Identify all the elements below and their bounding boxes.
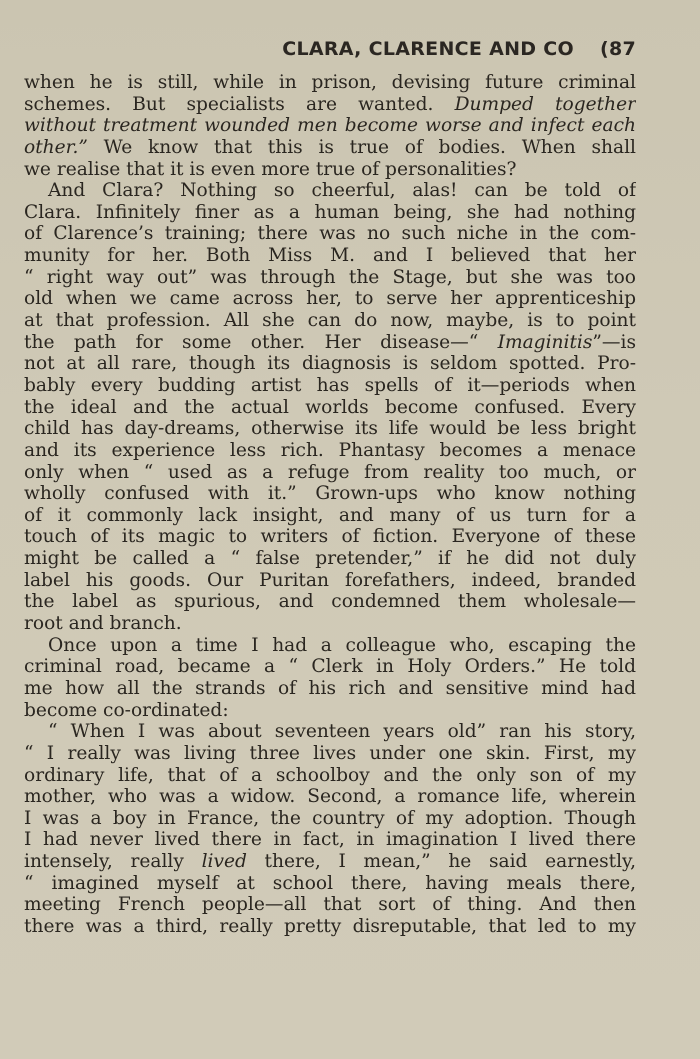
line-text: intensely, really xyxy=(24,851,202,873)
text-line xyxy=(24,743,636,765)
text-line xyxy=(24,159,636,181)
text-line xyxy=(24,288,636,310)
line-text: And Clara? Nothing so cheerful, alas! can be told of xyxy=(48,180,636,202)
line-text: “ When I was about seventeen years old” ran his story, xyxy=(48,721,636,743)
text-line xyxy=(24,526,636,548)
text-line xyxy=(24,72,636,94)
text-line xyxy=(24,591,636,613)
text-line xyxy=(24,332,636,354)
text-line xyxy=(24,223,636,245)
line-text: Clara. Infinitely finer as a human being, she had nothing xyxy=(24,201,636,223)
text-line xyxy=(24,570,636,592)
text-line xyxy=(24,721,636,743)
line-text: We know that this is true of bodies. When shall xyxy=(87,136,636,158)
line-text: when he is still, while in prison, devising future criminal xyxy=(24,72,636,93)
text-line xyxy=(24,418,636,440)
line-text: schemes. But specialists are wanted. xyxy=(24,93,455,115)
line-text: me how all the strands of his rich and sensitive mind had xyxy=(24,677,636,699)
body-text xyxy=(24,72,636,938)
text-line xyxy=(24,613,636,635)
text-line xyxy=(24,894,636,916)
text-line xyxy=(24,678,636,700)
line-text: label his goods. Our Puritan forefathers, indeed, branded xyxy=(24,569,636,591)
text-line xyxy=(24,440,636,462)
line-text: the label as spurious, and condemned them wholesale— xyxy=(24,591,636,613)
line-text: criminal road, became a “ Clerk in Holy Orders.” He told xyxy=(24,656,636,678)
line-text: “ I really was living three lives under one skin. First, my xyxy=(24,742,636,764)
text-line xyxy=(24,310,636,332)
line-text: bably every budding artist has spells of it—periods when xyxy=(24,374,636,396)
line-text: of Clarence’s training; there was no such niche in the com- xyxy=(24,223,636,245)
line-text: at that profession. All she can do now, maybe, is to point xyxy=(24,310,636,332)
text-line xyxy=(24,267,636,289)
line-text: wholly confused with it.” Grown-ups who know nothing xyxy=(24,483,636,505)
page-header xyxy=(24,38,636,64)
line-text: old when we came across her, to serve her apprenticeship xyxy=(24,288,636,310)
italic-text: without treatment wounded men become worse and infect each xyxy=(24,115,636,137)
italic-text: lived xyxy=(201,851,247,873)
line-text: ordinary life, that of a schoolboy and the only son of my xyxy=(24,764,636,786)
text-line xyxy=(24,462,636,484)
line-text: child has day-dreams, otherwise its life would be less bright xyxy=(24,418,636,440)
text-line xyxy=(24,635,636,657)
text-line xyxy=(24,137,636,159)
text-line xyxy=(24,397,636,419)
text-line xyxy=(24,180,636,202)
line-text: “ right way out” was through the Stage, but she was too xyxy=(24,266,636,288)
text-line xyxy=(24,505,636,527)
line-text: we realise that it is even more true of personalities? xyxy=(24,158,517,180)
line-text: I had never lived there in fact, in imagination I lived there xyxy=(24,829,636,851)
page-number: (87 xyxy=(599,38,636,60)
line-text: only when “ used as a refuge from reality too much, or xyxy=(24,461,636,483)
text-line xyxy=(24,375,636,397)
line-text: Once upon a time I had a colleague who, escaping the xyxy=(48,634,636,656)
text-line xyxy=(24,483,636,505)
running-head: CLARA, CLARENCE AND CO xyxy=(282,38,574,60)
text-line xyxy=(24,548,636,570)
line-text: not at all rare, though its diagnosis is seldom spotted. Pro- xyxy=(24,353,636,375)
line-text: mother, who was a widow. Second, a romance life, wherein xyxy=(24,786,636,808)
line-text: root and branch. xyxy=(24,613,182,635)
text-line xyxy=(24,115,636,137)
line-text: the ideal and the actual worlds become confused. Every xyxy=(24,396,636,418)
line-text: might be called a “ false pretender,” if he did not duly xyxy=(24,548,636,570)
text-line xyxy=(24,851,636,873)
line-text: there, I mean,” he said earnestly, xyxy=(246,851,636,873)
line-text: and its experience less rich. Phantasy becomes a menace xyxy=(24,439,636,461)
italic-text: Imaginitis xyxy=(497,331,593,353)
text-line xyxy=(24,700,636,722)
line-text: I was a boy in France, the country of my adoption. Though xyxy=(24,807,636,829)
text-line xyxy=(24,656,636,678)
line-text: meeting French people—all that sort of thing. And then xyxy=(24,894,636,916)
text-line xyxy=(24,245,636,267)
line-text: munity for her. Both Miss M. and I believed that her xyxy=(24,245,636,267)
text-line xyxy=(24,765,636,787)
text-line xyxy=(24,353,636,375)
line-text: of it commonly lack insight, and many of us turn for a xyxy=(24,504,636,526)
text-line xyxy=(24,829,636,851)
italic-text: Dumped together xyxy=(454,93,636,115)
text-line xyxy=(24,94,636,116)
line-text: there was a third, really pretty disreputable, that led to my xyxy=(24,915,636,937)
line-text: the path for some other. Her disease—“ xyxy=(24,331,498,353)
line-text: touch of its magic to writers of fiction. Everyone of these xyxy=(24,526,636,548)
italic-text: other.” xyxy=(24,136,88,158)
line-text: become co-ordinated: xyxy=(24,699,229,721)
text-line xyxy=(24,916,636,938)
line-text: ”—is xyxy=(592,331,636,353)
text-line xyxy=(24,202,636,224)
text-line xyxy=(24,873,636,895)
text-line xyxy=(24,808,636,830)
text-line xyxy=(24,786,636,808)
line-text: “ imagined myself at school there, having meals there, xyxy=(24,872,636,894)
